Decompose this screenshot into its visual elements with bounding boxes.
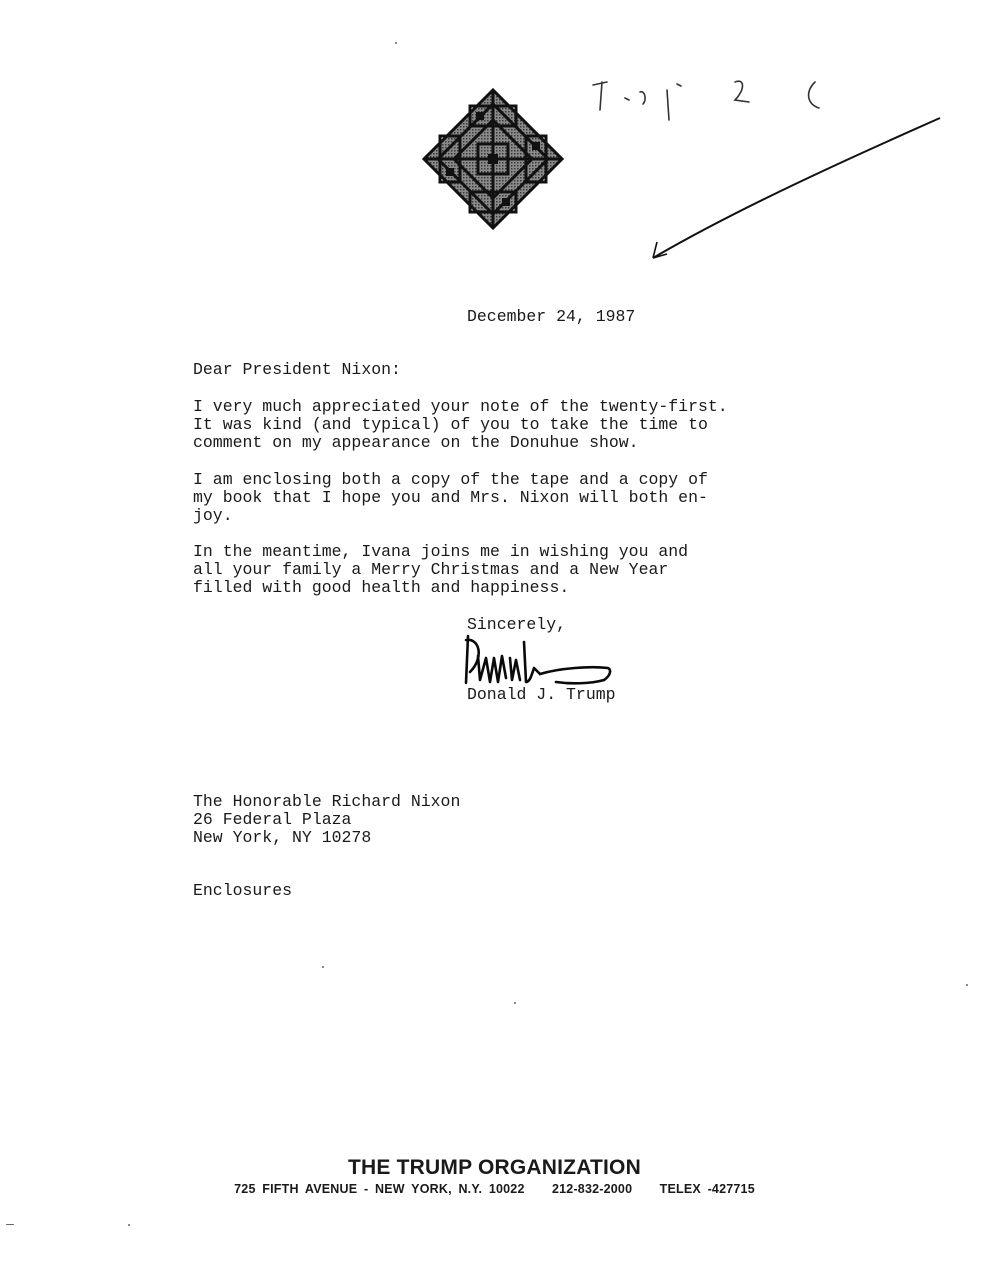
paragraph-line: all your family a Merry Christmas and a New Year [193, 560, 669, 579]
paragraph-line: I very much appreciated your note of the twenty-first. [193, 397, 728, 416]
recipient-line: The Honorable Richard Nixon [193, 792, 461, 811]
recipient-line: New York, NY 10278 [193, 828, 372, 847]
closing: Sincerely, [467, 615, 567, 634]
body-paragraph-2 [193, 471, 708, 525]
paragraph-line: I am enclosing both a copy of the tape and a copy of [193, 470, 708, 489]
handwritten-annotation [585, 70, 945, 270]
paragraph-line: my book that I hope you and Mrs. Nixon will both en- [193, 488, 708, 507]
company-telex: TELEX -427715 [659, 1182, 755, 1196]
body-paragraph-3 [193, 543, 688, 597]
paragraph-line: joy. [193, 506, 233, 525]
scan-speck [514, 1002, 516, 1004]
recipient-address [193, 793, 460, 847]
paragraph-line: It was kind (and typical) of you to take the time to [193, 415, 708, 434]
letter-date: December 24, 1987 [467, 307, 636, 326]
body-paragraph-1 [193, 398, 728, 452]
company-contact [0, 1182, 989, 1196]
company-name: THE TRUMP ORGANIZATION [348, 1156, 641, 1179]
paragraph-line: filled with good health and happiness. [193, 578, 570, 597]
company-address: 725 FIFTH AVENUE - NEW YORK, N.Y. 10022 [234, 1182, 525, 1196]
scan-speck [395, 42, 397, 44]
enclosures-note: Enclosures [193, 881, 293, 900]
scan-speck [966, 984, 968, 986]
trump-organization-logo-icon [418, 84, 568, 234]
salutation: Dear President Nixon: [193, 360, 401, 379]
paragraph-line: comment on my appearance on the Donuhue show. [193, 433, 639, 452]
paragraph-line: In the meantime, Ivana joins me in wishing you and [193, 542, 689, 561]
scan-speck [322, 966, 324, 968]
recipient-line: 26 Federal Plaza [193, 810, 352, 829]
signer-name: Donald J. Trump [467, 685, 616, 704]
scan-speck [128, 1224, 130, 1226]
company-phone: 212-832-2000 [551, 1182, 633, 1196]
scan-speck [6, 1224, 14, 1225]
